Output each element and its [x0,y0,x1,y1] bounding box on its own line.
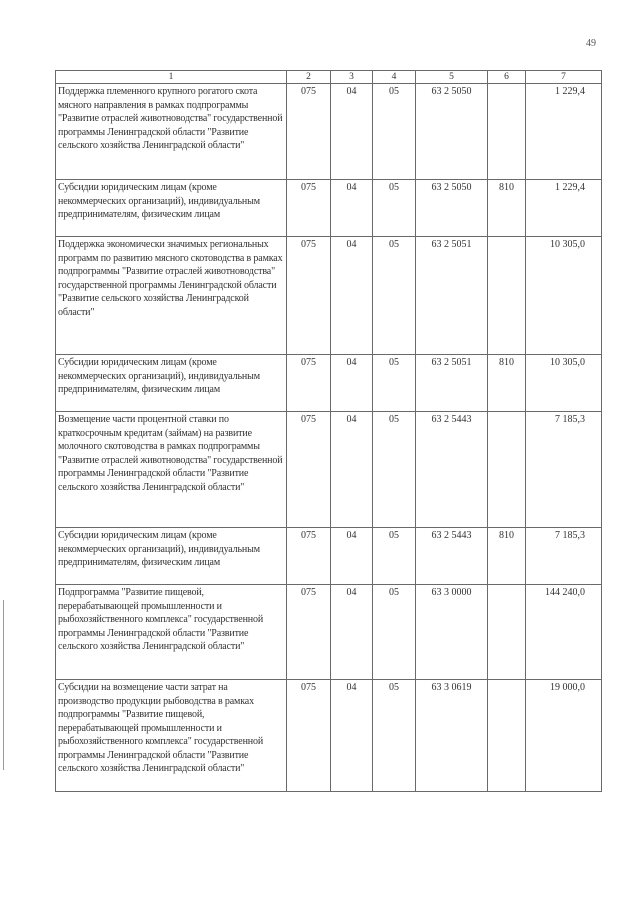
row-ministry-code: 075 [287,180,331,237]
row-amount: 1 229,4 [526,180,602,237]
row-ministry-code: 075 [287,680,331,792]
row-section-code: 04 [331,585,373,680]
row-expense-type: 810 [488,180,526,237]
table-row [56,585,602,680]
column-header-5: 5 [416,71,488,84]
table-row [56,355,602,412]
budget-table [55,70,602,792]
row-subsection-code: 05 [373,237,416,355]
row-target-code: 63 2 5050 [416,84,488,180]
row-name: Субсидии юридическим лицам (кроме некоммерческих организаций), индивидуальным предпринимателям, физическим лицам [56,355,287,412]
row-target-code: 63 2 5051 [416,355,488,412]
column-header-1: 1 [56,71,287,84]
row-expense-type: 810 [488,355,526,412]
table-row [56,237,602,355]
row-name: Субсидии на возмещение части затрат на производство продукции рыбоводства в рамках подпрограммы "Развитие пищевой, перерабатывающей промышленности и рыбохозяйственного комплекса" государственной программы Ленинградской области "Развитие сельского хозяйства Ленинградской области" [56,680,287,792]
row-name: Подпрограмма "Развитие пищевой, перерабатывающей промышленности и рыбохозяйственного комплекса" государственной программы Ленинградской области "Развитие сельского хозяйства Ленинградской области" [56,585,287,680]
column-header-4: 4 [373,71,416,84]
row-expense-type [488,412,526,528]
table-row [56,528,602,585]
table-row [56,680,602,792]
row-section-code: 04 [331,528,373,585]
row-subsection-code: 05 [373,355,416,412]
row-target-code: 63 2 5050 [416,180,488,237]
table-row [56,180,602,237]
row-subsection-code: 05 [373,412,416,528]
row-expense-type [488,84,526,180]
row-section-code: 04 [331,84,373,180]
row-target-code: 63 2 5051 [416,237,488,355]
row-ministry-code: 075 [287,355,331,412]
row-subsection-code: 05 [373,585,416,680]
row-expense-type [488,585,526,680]
table-header-row [56,71,602,84]
row-expense-type: 810 [488,528,526,585]
row-target-code: 63 2 5443 [416,412,488,528]
row-subsection-code: 05 [373,180,416,237]
row-section-code: 04 [331,355,373,412]
row-ministry-code: 075 [287,412,331,528]
row-amount: 7 185,3 [526,528,602,585]
row-name: Поддержка экономически значимых региональных программ по развитию мясного скотоводства в рамках подпрограммы "Развитие отраслей животноводства" государственной программы Ленинградской области "Развитие сельского хозяйства Ленинградской области" [56,237,287,355]
column-header-6: 6 [488,71,526,84]
row-amount: 19 000,0 [526,680,602,792]
row-target-code: 63 2 5443 [416,528,488,585]
row-name: Поддержка племенного крупного рогатого скота мясного направления в рамках подпрограммы "Развитие отраслей животноводства" государственной программы Ленинградской области "Развитие сельского хозяйства Ленинградской области" [56,84,287,180]
row-subsection-code: 05 [373,84,416,180]
scan-edge-line [3,600,4,770]
row-section-code: 04 [331,680,373,792]
column-header-7: 7 [526,71,602,84]
row-expense-type [488,237,526,355]
row-name: Субсидии юридическим лицам (кроме некоммерческих организаций), индивидуальным предпринимателям, физическим лицам [56,180,287,237]
column-header-2: 2 [287,71,331,84]
row-name: Субсидии юридическим лицам (кроме некоммерческих организаций), индивидуальным предпринимателям, физическим лицам [56,528,287,585]
page-number: 49 [586,38,596,49]
row-amount: 7 185,3 [526,412,602,528]
row-ministry-code: 075 [287,237,331,355]
row-amount: 1 229,4 [526,84,602,180]
row-ministry-code: 075 [287,84,331,180]
row-name: Возмещение части процентной ставки по краткосрочным кредитам (займам) на развитие молочного скотоводства в рамках подпрограммы "Развитие отраслей животноводства" государственной программы Ленинградской области "Развитие сельского хозяйства Ленинградской области" [56,412,287,528]
row-subsection-code: 05 [373,528,416,585]
row-section-code: 04 [331,412,373,528]
table-row [56,84,602,180]
row-target-code: 63 3 0619 [416,680,488,792]
row-amount: 10 305,0 [526,237,602,355]
row-amount: 10 305,0 [526,355,602,412]
column-header-3: 3 [331,71,373,84]
row-expense-type [488,680,526,792]
row-target-code: 63 3 0000 [416,585,488,680]
row-section-code: 04 [331,180,373,237]
row-section-code: 04 [331,237,373,355]
table-row [56,412,602,528]
row-amount: 144 240,0 [526,585,602,680]
row-ministry-code: 075 [287,585,331,680]
row-ministry-code: 075 [287,528,331,585]
row-subsection-code: 05 [373,680,416,792]
